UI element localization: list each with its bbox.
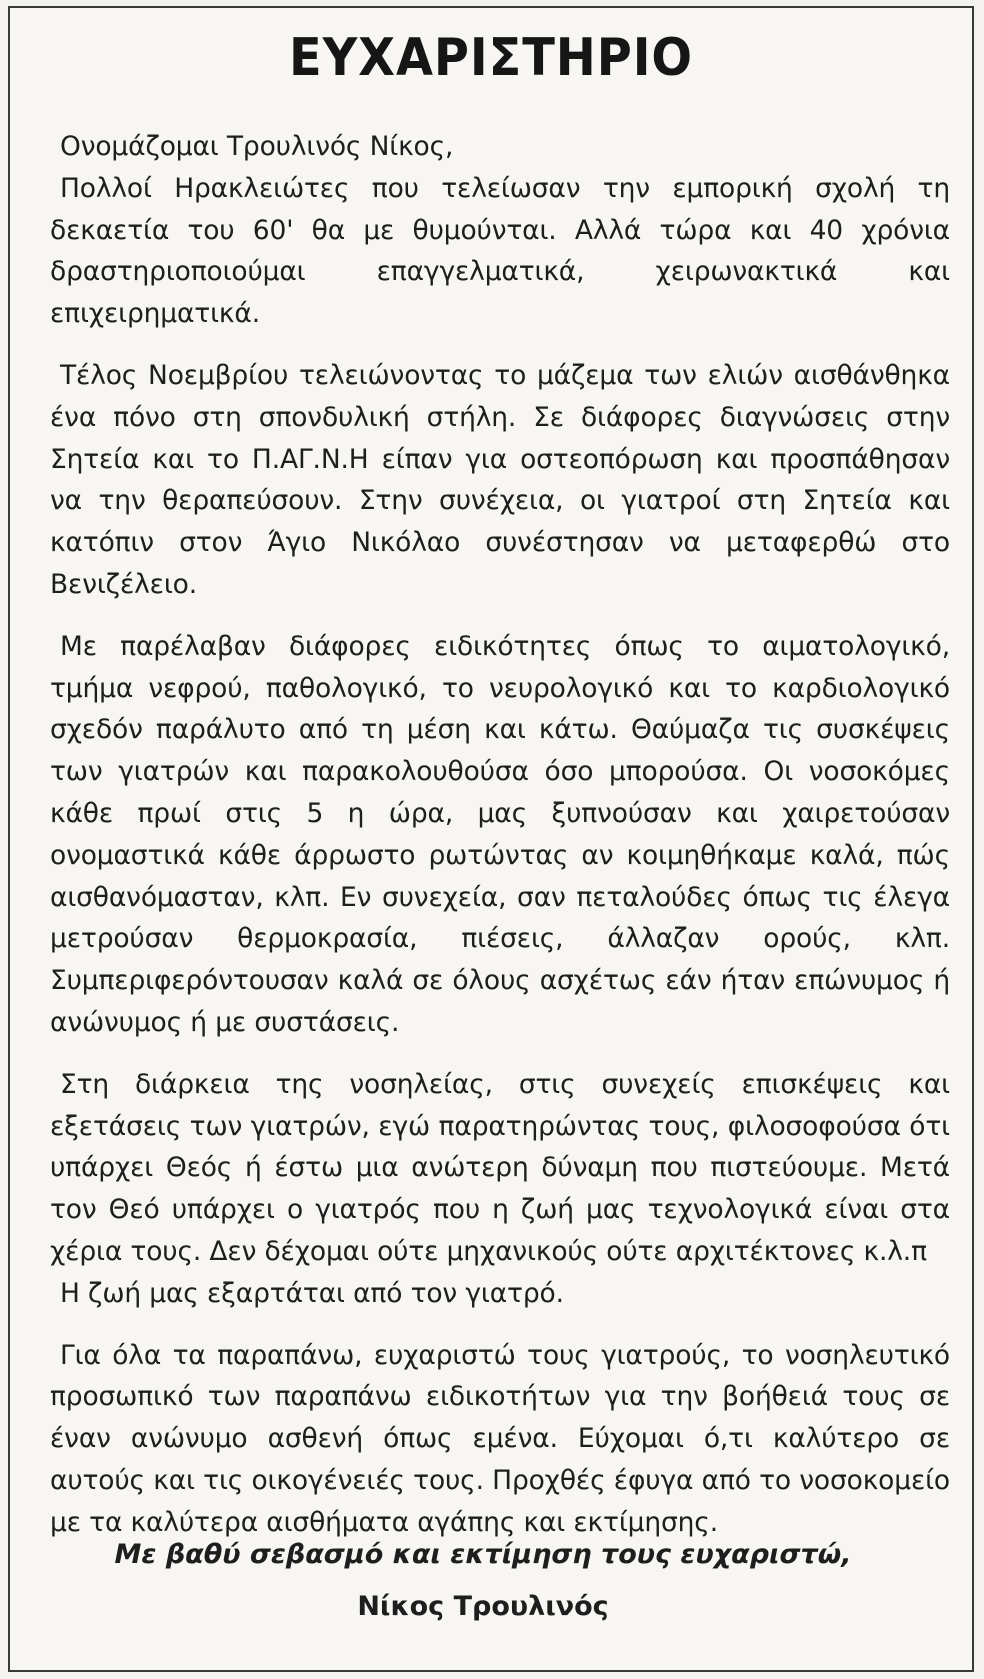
letter-body <box>50 126 950 1564</box>
signature-name: Νίκος Τρουλινός <box>357 1591 609 1622</box>
letter-title: ΕΥΧΑΡΙΣΤΗΡΙΟ <box>288 28 694 88</box>
greeting-paragraph: Ονομάζομαι Τρουλινός Νίκος, <box>60 131 454 162</box>
thanks-paragraph: Για όλα τα παραπάνω, ευχαριστώ τους γιατρούς, το νοσηλευτικό προσωπικό των παραπάνω ειδικοτήτων για την βοήθειά τους σε έναν ανώνυμο ασθενή όπως εμένα. Εύχομαι ό,τι καλύτερο σε αυτούς και τις οικογένειές τους. Προχθές έφυγα από το νοσοκομείο με τα καλύτερα αισθήματα αγάπης και εκτίμησης. <box>50 1339 950 1538</box>
closing-line: Με βαθύ σεβασμό και εκτίμηση τους ευχαριστώ, <box>114 1539 852 1570</box>
reflection-paragraph: Στη διάρκεια της νοσηλείας, στις συνεχείς επισκέψεις και εξετάσεις των γιατρών, εγώ παρατηρώντας τους, φιλοσοφούσα ότι υπάρχει Θεός ή έστω μια ανώτερη δύναμη που πιστεύουμε. Μετά τον Θεό υπάρχει ο γιατρός που η ζωή μας τεχνολογικά είναι στα χέρια τους. Δεν δέχομαι ούτε μηχανικούς ούτε αρχιτέκτονες κ.λ.π <box>50 1068 950 1267</box>
hospital-care-paragraph: Με παρέλαβαν διάφορες ειδικότητες όπως το αιματολογικό, τμήμα νεφρού, παθολογικό, το νευρολογικό και το καρδιολογικό σχεδόν παράλυτο από τη μέση και κάτω. Θαύμαζα τις συσκέψεις των γιατρών και παρακολουθούσα όσο μπορούσα. Οι νοσοκόμες κάθε πρωί στις 5 η ώρα, μας ξυπνούσαν και χαιρετούσαν ονομαστικά κάθε άρρωστο ρωτώντας αν κοιμηθήκαμε καλά, πώς αισθανόμασταν, κλπ. Εν συνεχεία, σαν πεταλούδες όπως τις έλεγα μετρούσαν θερμοκρασία, πιέσεις, άλλαζαν ορούς, κλπ. Συμπεριφερόντουσαν καλά σε όλους ασχέτως εάν ήταν επώνυμος ή ανώνυμος ή με συστάσεις. <box>50 630 950 1038</box>
intro-paragraph: Πολλοί Ηρακλειώτες που τελείωσαν την εμπορική σχολή τη δεκαετία του 60' θα με θυμούνται. Αλλά τώρα και 40 χρόνια δραστηριοποιούμαι επαγγελματικά, χειρωνακτικά και επιχειρηματικά. <box>50 172 950 330</box>
doctor-dependence-paragraph: Η ζωή μας εξαρτάται από τον γιατρό. <box>60 1277 564 1309</box>
diagnosis-paragraph: Τέλος Νοεμβρίου τελειώνοντας το μάζεμα των ελιών αισθάνθηκα ένα πόνο στη σπονδυλική στήλη. Σε διάφορες διαγνώσεις στην Σητεία και το Π.ΑΓ.Ν.Η είπαν για οστεοπόρωση και προσπάθησαν να την θεραπεύσουν. Στην συνέχεια, οι γιατροί στη Σητεία και κατόπιν στον Άγιο Νικόλαο συνέστησαν να μεταφερθώ στο Βενιζέλειο. <box>50 359 950 600</box>
